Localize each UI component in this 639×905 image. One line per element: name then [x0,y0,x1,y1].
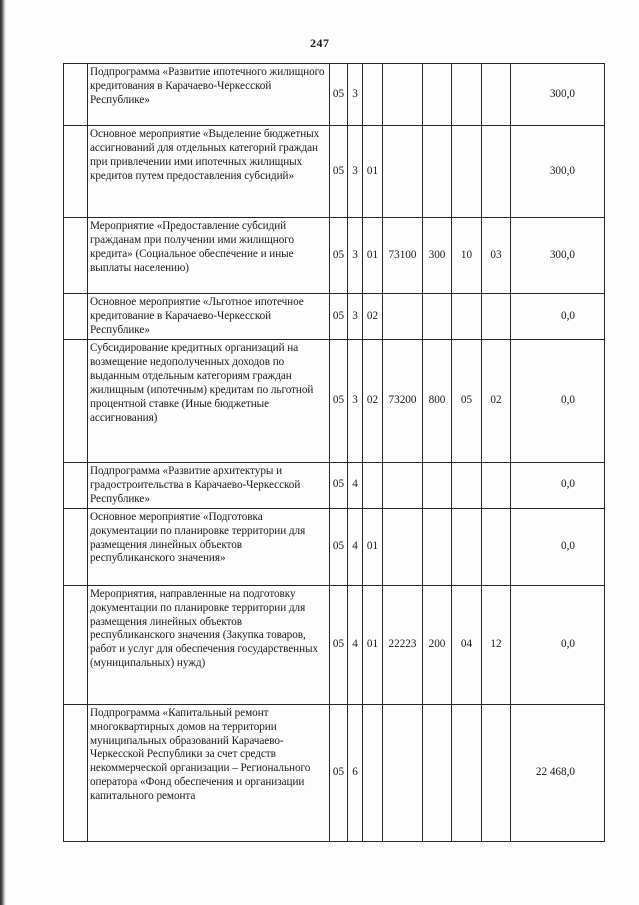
row-code-section: 05 [330,64,348,126]
scan-edge [0,0,6,905]
row-code-subsection: 3 [348,294,363,340]
table-row [64,218,605,294]
budget-table [63,63,605,842]
row-amount: 0,0 [511,585,605,704]
row-description: Основное мероприятие «Выделение бюджетных ассигнований для отдельных категорий граждан при привлечении ими ипотечных жилищных кредитов путем предоставления субсидий» [88,126,330,218]
row-code-division: 10 [452,218,482,294]
row-code-target-item [383,64,423,126]
row-code-section: 05 [330,126,348,218]
row-code-subsection: 3 [348,218,363,294]
row-code-target-item: 22223 [383,585,423,704]
row-code-event: 01 [363,508,383,585]
row-code-event [363,463,383,509]
table-row [64,508,605,585]
row-code-subdivision: 03 [482,218,511,294]
table-row [64,340,605,463]
table-row [64,585,605,704]
row-description: Подпрограмма «Развитие ипотечного жилищного кредитования в Карачаево-Черкесской Республике» [88,64,330,126]
row-code-division [452,508,482,585]
row-code-division [452,126,482,218]
row-code-target-item [383,704,423,841]
row-code-subdivision [482,463,511,509]
row-code-target-item [383,508,423,585]
row-code-expense-type [423,126,452,218]
row-amount: 300,0 [511,64,605,126]
table-row [64,126,605,218]
row-code-expense-type: 200 [423,585,452,704]
row-code-subdivision [482,294,511,340]
row-code-subdivision [482,64,511,126]
table-row [64,294,605,340]
row-code-event: 02 [363,340,383,463]
page-number: 247 [310,36,330,50]
row-code-expense-type [423,704,452,841]
row-description: Основное мероприятие «Льготное ипотечное кредитование в Карачаево-Черкесской Республике» [88,294,330,340]
row-blank-cell [64,585,88,704]
row-blank-cell [64,294,88,340]
row-description: Мероприятие «Предоставление субсидий гражданам при получении ими жилищного кредита» (Социальное обеспечение и иные выплаты населению) [88,218,330,294]
row-code-expense-type: 300 [423,218,452,294]
row-code-division [452,704,482,841]
row-code-target-item [383,126,423,218]
row-code-event: 01 [363,585,383,704]
row-code-expense-type [423,463,452,509]
row-code-subdivision: 12 [482,585,511,704]
row-code-event: 01 [363,218,383,294]
row-code-section: 05 [330,585,348,704]
row-code-subsection: 6 [348,704,363,841]
row-description: Подпрограмма «Капитальный ремонт многоквартирных домов на территории муниципальных образований Карачаево-Черкесской Республики за счет средств некоммерческой организации – Регионального оператора «Фонд обеспечения и организации капитального ремонта [88,704,330,841]
row-amount: 0,0 [511,340,605,463]
row-amount: 22 468,0 [511,704,605,841]
row-code-section: 05 [330,294,348,340]
row-code-expense-type [423,294,452,340]
row-code-subdivision: 02 [482,340,511,463]
row-code-subdivision [482,704,511,841]
row-amount: 0,0 [511,508,605,585]
row-amount: 300,0 [511,218,605,294]
row-blank-cell [64,340,88,463]
row-blank-cell [64,126,88,218]
row-description: Мероприятия, направленные на подготовку документации по планировке территории для размещения линейных объектов республиканского значения (Закупка товаров, работ и услуг для обеспечения государственных (муниципальных) нужд) [88,585,330,704]
row-code-section: 05 [330,508,348,585]
row-code-subsection: 3 [348,126,363,218]
row-code-division [452,463,482,509]
row-code-expense-type [423,508,452,585]
table-row [64,64,605,126]
row-code-section: 05 [330,340,348,463]
row-blank-cell [64,704,88,841]
row-code-division [452,64,482,126]
row-code-target-item [383,294,423,340]
row-amount: 0,0 [511,463,605,509]
row-code-section: 05 [330,463,348,509]
row-code-subsection: 4 [348,508,363,585]
row-code-subdivision [482,126,511,218]
row-code-expense-type: 800 [423,340,452,463]
row-blank-cell [64,463,88,509]
row-code-event: 01 [363,126,383,218]
row-code-target-item: 73200 [383,340,423,463]
row-code-subsection: 4 [348,463,363,509]
row-description: Субсидирование кредитных организаций на возмещение недополученных доходов по выданным отдельным категориям граждан жилищным (ипотечным) кредитам по льготной процентной ставке (Иные бюджетные ассигнования) [88,340,330,463]
row-code-event: 02 [363,294,383,340]
row-code-section: 05 [330,704,348,841]
row-description: Основное мероприятие «Подготовка документации по планировке территории для размещения линейных объектов республиканского значения» [88,508,330,585]
row-blank-cell [64,508,88,585]
table-row [64,704,605,841]
row-description: Подпрограмма «Развитие архитектуры и градостроительства в Карачаево-Черкесской Республике» [88,463,330,509]
row-amount: 300,0 [511,126,605,218]
row-amount: 0,0 [511,294,605,340]
row-blank-cell [64,64,88,126]
row-code-target-item [383,463,423,509]
row-code-subdivision [482,508,511,585]
row-code-section: 05 [330,218,348,294]
table-row [64,463,605,509]
row-code-expense-type [423,64,452,126]
table-body [64,64,605,842]
row-code-division: 05 [452,340,482,463]
row-code-event [363,704,383,841]
row-code-subsection: 3 [348,64,363,126]
row-code-subsection: 3 [348,340,363,463]
row-blank-cell [64,218,88,294]
row-code-event [363,64,383,126]
row-code-division [452,294,482,340]
row-code-target-item: 73100 [383,218,423,294]
row-code-division: 04 [452,585,482,704]
row-code-subsection: 4 [348,585,363,704]
